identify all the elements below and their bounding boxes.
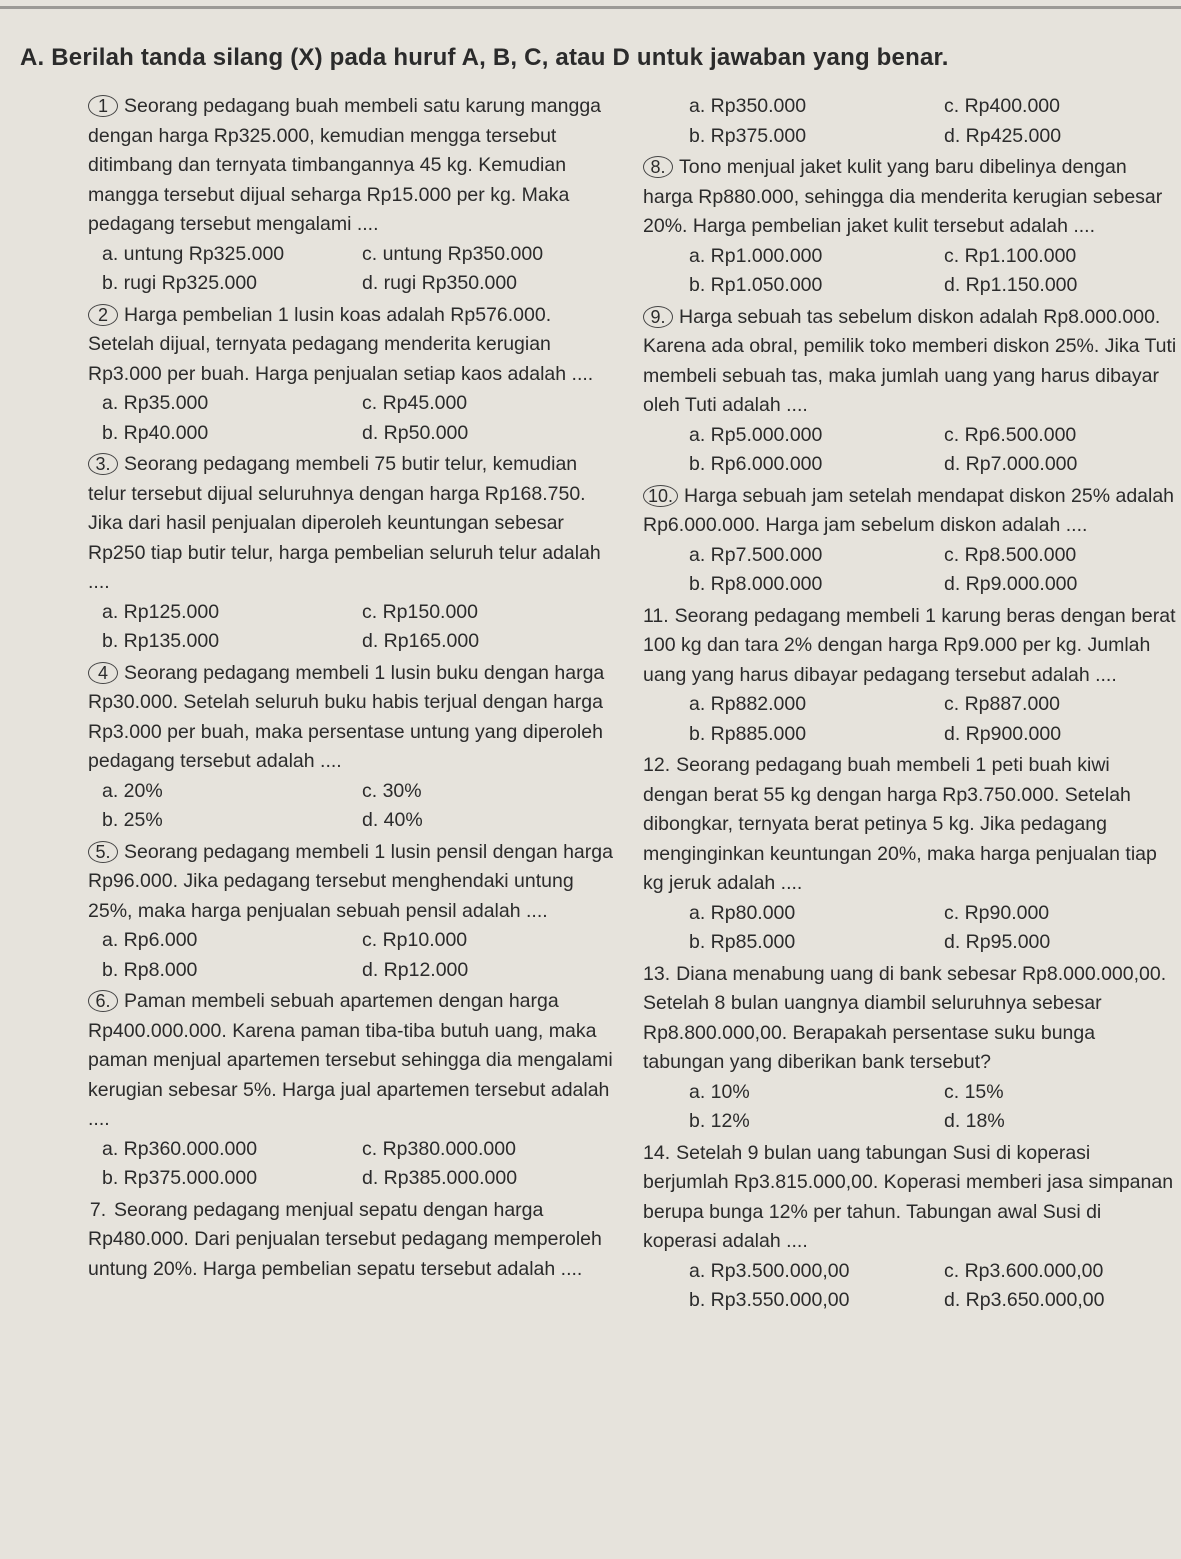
answer-option[interactable]: b. Rp3.550.000,00 — [689, 1289, 850, 1311]
question-text: Harga sebuah jam setelah mendapat diskon 25% adalah Rp6.000.000. Harga jam sebelum diskon adalah .... — [643, 484, 1175, 536]
answer-option[interactable]: c. Rp10.000 — [362, 929, 468, 951]
question-text: Tono menjual jaket kulit yang baru dibelinya dengan harga Rp880.000, sehingga dia menderita kerugian sebesar 20%. Harga pembelian jaket kulit tersebut adalah .... — [643, 156, 1163, 237]
question-number: 7. — [89, 1198, 107, 1221]
answer-option[interactable]: c. Rp3.600.000,00 — [944, 1259, 1104, 1282]
question-1 — [88, 92, 618, 299]
answer-option[interactable]: a. 20% — [102, 779, 163, 802]
answer-option[interactable]: c. Rp90.000 — [944, 901, 1050, 924]
answer-option[interactable]: c. Rp1.100.000 — [944, 244, 1077, 267]
question-text: Seorang pedagang membeli 75 butir telur, kemudian telur tersebut dijual seluruhnya dengan harga Rp168.750. Jika dari hasil penjualan diperoleh keuntungan sebesar Rp250 tiap butir telur, harga pembelian seluruh telur adalah .... — [88, 453, 601, 593]
question-text: Seorang pedagang membeli 1 karung beras dengan berat 100 kg dan tara 2% dengan harga Rp9.000 per kg. Jumlah uang yang harus dibayar pedagang tersebut adalah .... — [643, 604, 1176, 686]
answer-option[interactable]: a. Rp5.000.000 — [689, 423, 823, 446]
answer-option[interactable]: b. rugi Rp325.000 — [102, 272, 258, 294]
answer-option[interactable]: d. 40% — [362, 809, 423, 831]
answer-option[interactable]: a. untung Rp325.000 — [102, 242, 285, 265]
answer-option[interactable]: d. Rp385.000.000 — [362, 1167, 518, 1189]
answer-options — [643, 1078, 1178, 1137]
answer-option[interactable]: d. Rp165.000 — [362, 630, 480, 652]
answer-options — [643, 690, 1178, 749]
question-number: 12. — [643, 754, 671, 776]
answer-option[interactable]: b. Rp375.000 — [689, 124, 807, 147]
answer-option[interactable]: d. Rp425.000 — [944, 124, 1062, 147]
question-3 — [88, 450, 618, 657]
answer-option[interactable]: d. Rp50.000 — [362, 421, 469, 444]
section-header: A. Berilah tanda silang (X) pada huruf A, B, C, atau D untuk jawaban yang benar. — [20, 44, 949, 71]
answer-option[interactable]: d. 18% — [944, 1110, 1005, 1132]
answer-option[interactable]: a. 10% — [689, 1080, 750, 1103]
question-number: 11. — [643, 604, 669, 627]
question-text: Seorang pedagang buah membeli 1 peti buah kiwi dengan berat 55 kg dengan harga Rp3.750.000. Setelah dibongkar, ternyata berat petinya 5 kg. Jika pedagang menginginkan keuntungan 20%, maka harga penjualan tiap kg jeruk adalah .... — [643, 754, 1157, 894]
answer-option[interactable]: d. Rp9.000.000 — [944, 573, 1078, 595]
question-4 — [88, 659, 618, 836]
question-text: Paman membeli sebuah apartemen dengan harga Rp400.000.000. Karena paman tiba-tiba butuh uang, maka paman menjual apartemen tersebut sehingga dia mengalami kerugian sebesar 5%. Harga jual apartemen tersebut adalah .... — [88, 990, 613, 1130]
answer-option[interactable]: b. Rp135.000 — [102, 630, 220, 652]
answer-option[interactable]: b. 12% — [689, 1110, 750, 1132]
answer-options — [88, 777, 618, 836]
right-column — [643, 92, 1178, 1318]
answer-option[interactable]: a. Rp3.500.000,00 — [689, 1259, 850, 1282]
question-number: 6. — [88, 990, 118, 1012]
question-cont — [643, 92, 1178, 151]
question-13 — [643, 960, 1178, 1137]
answer-option[interactable]: a. Rp125.000 — [102, 600, 220, 623]
answer-options — [643, 1257, 1178, 1316]
answer-options — [88, 1135, 618, 1194]
answer-option[interactable]: a. Rp350.000 — [689, 95, 807, 117]
left-column — [88, 92, 618, 1286]
question-number: 13. — [643, 962, 671, 985]
answer-option[interactable]: d. Rp900.000 — [944, 722, 1062, 745]
answer-options — [88, 240, 618, 299]
answer-option[interactable]: c. Rp45.000 — [362, 392, 468, 414]
answer-option[interactable]: c. Rp380.000.000 — [362, 1137, 516, 1160]
question-number: 5. — [88, 841, 118, 863]
question-number: 2 — [88, 304, 118, 326]
question-number: 1 — [88, 95, 118, 117]
answer-options — [643, 242, 1178, 301]
question-text: Seorang pedagang membeli 1 lusin pensil dengan harga Rp96.000. Jika pedagang tersebut menghendaki untung 25%, maka harga penjualan sebuah pensil adalah .... — [88, 840, 613, 922]
answer-option[interactable]: a. Rp882.000 — [689, 693, 807, 715]
question-text: Seorang pedagang membeli 1 lusin buku dengan harga Rp30.000. Setelah seluruh buku habis terjual dengan harga Rp3.000 per buah, maka persentase untung yang diperoleh pedagang tersebut adalah .... — [88, 661, 605, 772]
answer-options — [88, 389, 618, 448]
answer-option[interactable]: c. Rp150.000 — [362, 600, 479, 623]
answer-option[interactable]: c. Rp6.500.000 — [944, 423, 1077, 446]
question-5 — [88, 838, 618, 986]
answer-option[interactable]: b. Rp8.000.000 — [689, 573, 823, 595]
answer-option[interactable]: a. Rp80.000 — [689, 901, 796, 924]
answer-option[interactable]: b. Rp375.000.000 — [102, 1167, 258, 1189]
answer-options — [643, 899, 1178, 958]
answer-option[interactable]: a. Rp1.000.000 — [689, 244, 823, 267]
question-text: Setelah 9 bulan uang tabungan Susi di koperasi berjumlah Rp3.815.000,00. Koperasi memberi jasa simpanan berupa bunga 12% per tahun. Tabungan awal Susi di koperasi adalah .... — [643, 1141, 1174, 1252]
answer-option[interactable]: b. Rp6.000.000 — [689, 453, 823, 475]
answer-option[interactable]: d. rugi Rp350.000 — [362, 272, 518, 294]
answer-options — [88, 598, 618, 657]
question-text: Diana menabung uang di bank sebesar Rp8.000.000,00. Setelah 8 bulan uangnya diambil seluruhnya sebesar Rp8.800.000,00. Berapakah persentase suku bunga tabungan yang diberikan bank tersebut? — [643, 962, 1167, 1073]
answer-option[interactable]: b. Rp1.050.000 — [689, 274, 823, 296]
question-9 — [643, 303, 1178, 480]
answer-option[interactable]: b. 25% — [102, 809, 163, 831]
question-10 — [643, 482, 1178, 600]
answer-option[interactable]: a. Rp360.000.000 — [102, 1137, 258, 1160]
question-number: 10. — [643, 485, 678, 507]
question-11 — [643, 602, 1178, 750]
answer-option[interactable]: d. Rp1.150.000 — [944, 274, 1078, 296]
answer-option[interactable]: c. 30% — [362, 779, 422, 802]
answer-option[interactable]: b. Rp8.000 — [102, 958, 198, 981]
answer-option[interactable]: b. Rp85.000 — [689, 931, 796, 953]
question-number: 14. — [643, 1141, 671, 1164]
answer-options — [643, 92, 1178, 151]
question-text: Seorang pedagang menjual sepatu dengan harga Rp480.000. Dari penjualan tersebut pedagang memperoleh untung 20%. Harga pembelian sepatu tersebut adalah .... — [88, 1198, 602, 1280]
answer-option[interactable]: a. Rp6.000 — [102, 929, 198, 951]
question-6 — [88, 987, 618, 1194]
question-number: 9. — [643, 306, 673, 328]
question-7 — [88, 1196, 618, 1285]
answer-option[interactable]: d. Rp7.000.000 — [944, 453, 1078, 475]
answer-option[interactable]: d. Rp3.650.000,00 — [944, 1289, 1105, 1311]
question-14 — [643, 1139, 1178, 1316]
question-text: Harga sebuah tas sebelum diskon adalah Rp8.000.000. Karena ada obral, pemilik toko memberi diskon 25%. Jika Tuti membeli sebuah tas, maka jumlah uang yang harus dibayar oleh Tuti adalah .... — [643, 305, 1177, 416]
answer-option[interactable]: c. Rp8.500.000 — [944, 543, 1077, 566]
answer-option[interactable]: d. Rp12.000 — [362, 958, 469, 981]
answer-option[interactable]: b. Rp885.000 — [689, 722, 807, 745]
answer-options — [643, 541, 1178, 600]
question-number: 3. — [88, 453, 118, 475]
question-text: Seorang pedagang buah membeli satu karung mangga dengan harga Rp325.000, kemudian mengga tersebut ditimbang dan ternyata timbangannya 45 kg. Kemudian mangga tersebut dijual seharga Rp15.000 per kg. Maka pedagang tersebut mengalami .... — [88, 95, 602, 235]
answer-option[interactable]: d. Rp95.000 — [944, 931, 1051, 953]
answer-option[interactable]: a. Rp7.500.000 — [689, 543, 823, 566]
answer-option[interactable]: c. Rp887.000 — [944, 693, 1061, 715]
question-2 — [88, 301, 618, 449]
question-text: Harga pembelian 1 lusin koas adalah Rp576.000. Setelah dijual, ternyata pedagang menderita kerugian Rp3.000 per buah. Harga penjualan setiap kaos adalah .... — [88, 303, 594, 385]
answer-option[interactable]: c. untung Rp350.000 — [362, 242, 544, 265]
question-number: 8. — [643, 156, 673, 178]
question-8 — [643, 153, 1178, 301]
answer-option[interactable]: b. Rp40.000 — [102, 421, 209, 444]
answer-options — [88, 926, 618, 985]
answer-option[interactable]: a. Rp35.000 — [102, 392, 209, 414]
question-number: 4 — [88, 662, 118, 684]
question-12 — [643, 751, 1178, 958]
answer-option[interactable]: c. Rp400.000 — [944, 95, 1061, 117]
answer-option[interactable]: c. 15% — [944, 1080, 1004, 1103]
answer-options — [643, 421, 1178, 480]
top-rule — [0, 6, 1181, 9]
